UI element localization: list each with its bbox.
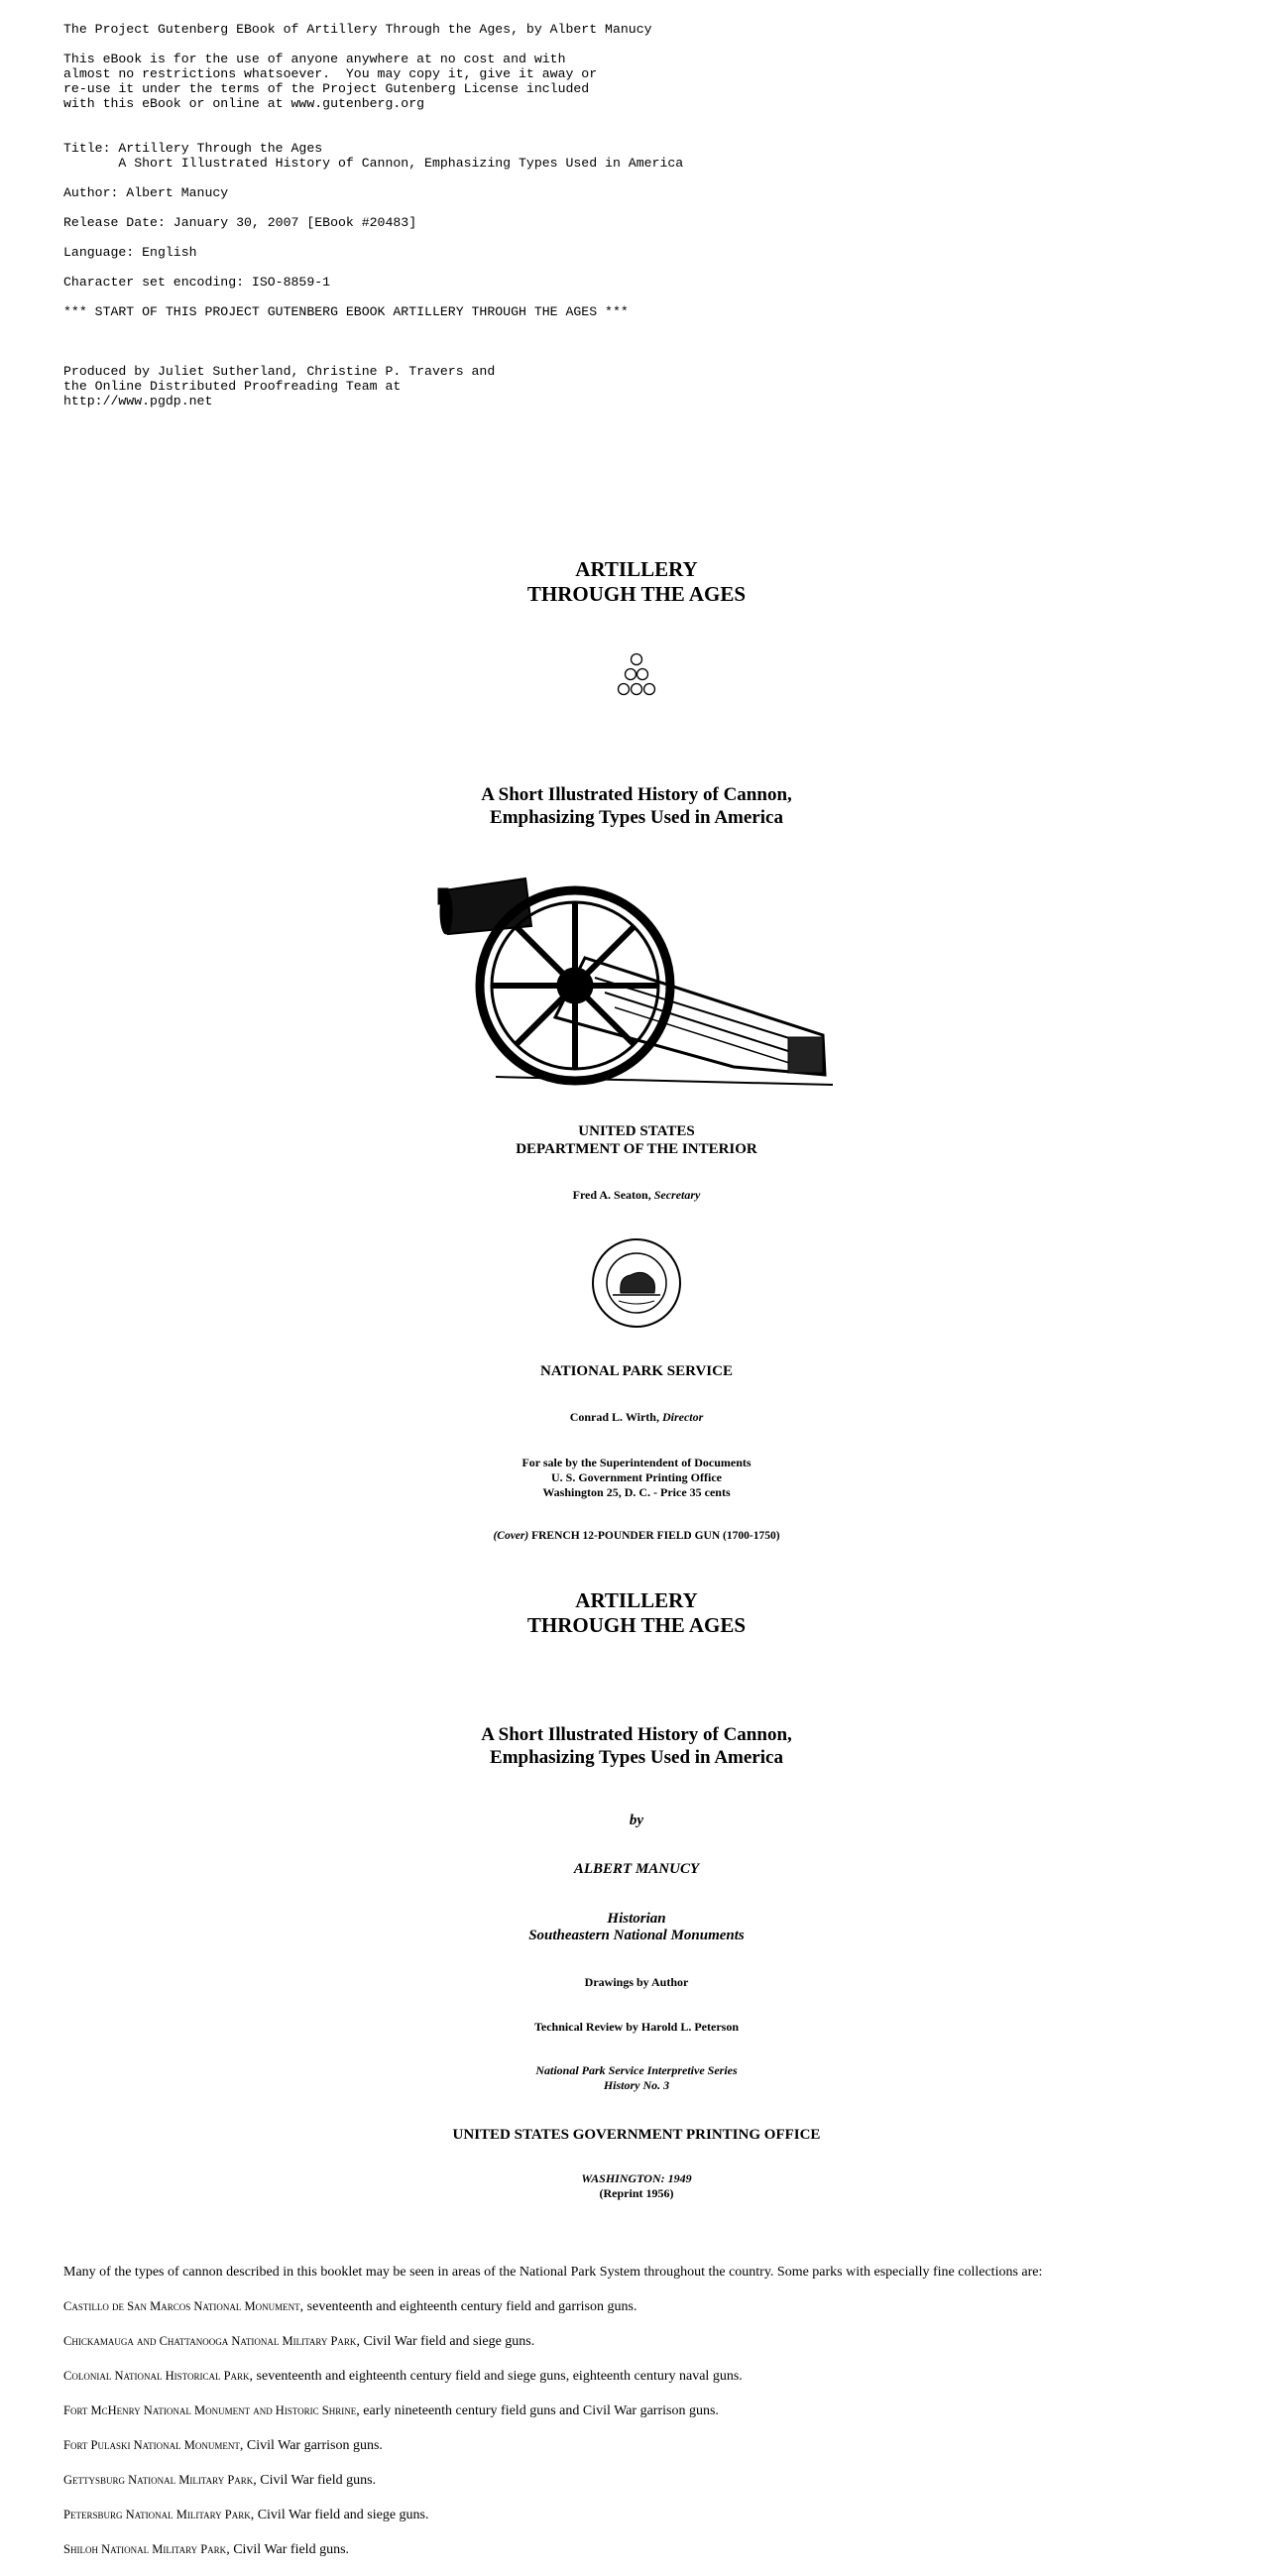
license-line: re-use it under the terms of the Project Gutenberg License included bbox=[63, 81, 590, 96]
charset-line: Character set encoding: ISO-8859-1 bbox=[63, 275, 331, 290]
field-gun-illustration bbox=[436, 869, 838, 1087]
department-seal-icon bbox=[591, 1237, 682, 1329]
series-info: National Park Service Interpretive Series History No. 3 bbox=[535, 2063, 738, 2092]
author-line: Author: Albert Manucy bbox=[63, 185, 229, 200]
review-credit: Technical Review by Harold L. Peterson bbox=[534, 2020, 739, 2034]
ebook-title-line: The Project Gutenberg EBook of Artillery Through the Ages, by Albert Manucy bbox=[63, 22, 652, 37]
list-item: Fort Pulaski National Monument, Civil War garrison guns. bbox=[63, 2438, 383, 2453]
list-item: Fort McHenry National Monument and Historic Shrine, early nineteenth century field guns and Civil War garrison guns. bbox=[63, 2403, 719, 2418]
drawings-credit: Drawings by Author bbox=[584, 1975, 689, 1989]
subtitle-line: A Short Illustrated History of Cannon, Emphasizing Types Used in America bbox=[63, 156, 684, 171]
producer-line: Produced by Juliet Sutherland, Christine P. Travers and bbox=[63, 364, 496, 379]
cover-subtitle: A Short Illustrated History of Cannon, Emphasizing Types Used in America bbox=[481, 784, 792, 828]
secretary-line: Fred A. Seaton, Secretary bbox=[572, 1188, 701, 1202]
producer-line: the Online Distributed Proofreading Team at bbox=[63, 379, 402, 394]
printer-name: UNITED STATES GOVERNMENT PRINTING OFFICE bbox=[452, 2127, 821, 2143]
producer-url: http://www.pgdp.net bbox=[63, 394, 213, 409]
list-item: Colonial National Historical Park, seventeenth and eighteenth century field and siege guns, eighteenth century naval guns. bbox=[63, 2369, 743, 2384]
author-name: ALBERT MANUCY bbox=[573, 1861, 700, 1877]
department-name: UNITED STATES DEPARTMENT OF THE INTERIOR bbox=[516, 1123, 757, 1157]
start-marker: *** START OF THIS PROJECT GUTENBERG EBOOK ARTILLERY THROUGH THE AGES *** bbox=[63, 304, 629, 319]
by-line: by bbox=[629, 1813, 644, 1828]
parks-list bbox=[63, 2265, 1214, 2576]
list-item: Gettysburg National Military Park, Civil War field guns. bbox=[63, 2473, 377, 2488]
title-line: Title: Artillery Through the Ages bbox=[63, 141, 323, 156]
agency-name: NATIONAL PARK SERVICE bbox=[540, 1363, 733, 1379]
license-line: with this eBook or online at www.gutenberg.org bbox=[63, 96, 425, 111]
director-line: Conrad L. Wirth, Director bbox=[569, 1410, 704, 1424]
titlepage-subtitle: A Short Illustrated History of Cannon, Emphasizing Types Used in America bbox=[481, 1724, 792, 1768]
license-line: almost no restrictions whatsoever. You may copy it, give it away or bbox=[63, 66, 598, 81]
gutenberg-header bbox=[63, 22, 683, 409]
cover-caption: (Cover) FRENCH 12-POUNDER FIELD GUN (1700-1750) bbox=[493, 1530, 780, 1542]
language-line: Language: English bbox=[63, 245, 197, 260]
license-line: This eBook is for the use of anyone anywhere at no cost and with bbox=[63, 52, 566, 66]
list-item: Shiloh National Military Park, Civil War field guns. bbox=[63, 2542, 350, 2557]
titlepage-title: ARTILLERY THROUGH THE AGES bbox=[526, 1588, 747, 1637]
cannonball-pyramid-icon bbox=[617, 652, 656, 700]
imprint: WASHINGTON: 1949 (Reprint 1956) bbox=[581, 2171, 692, 2200]
cover-title: ARTILLERY THROUGH THE AGES bbox=[526, 557, 747, 606]
parks-intro: Many of the types of cannon described in this booklet may be seen in areas of the National Park System throughout the country. Some parks with especially fine collections are: bbox=[63, 2265, 1043, 2280]
list-item: Chickamauga and Chattanooga National Military Park, Civil War field and siege guns. bbox=[63, 2334, 535, 2349]
list-item: Petersburg National Military Park, Civil War field and siege guns. bbox=[63, 2508, 429, 2522]
list-item: Castillo de San Marcos National Monument, seventeenth and eighteenth century field and garrison guns. bbox=[63, 2299, 637, 2314]
sale-info: For sale by the Superintendent of Documents U. S. Government Printing Office Washington 25, D. C. - Price 35 cents bbox=[521, 1456, 752, 1499]
release-line: Release Date: January 30, 2007 [EBook #20483] bbox=[63, 215, 417, 230]
author-role: Historian Southeastern National Monuments bbox=[528, 1911, 745, 1943]
